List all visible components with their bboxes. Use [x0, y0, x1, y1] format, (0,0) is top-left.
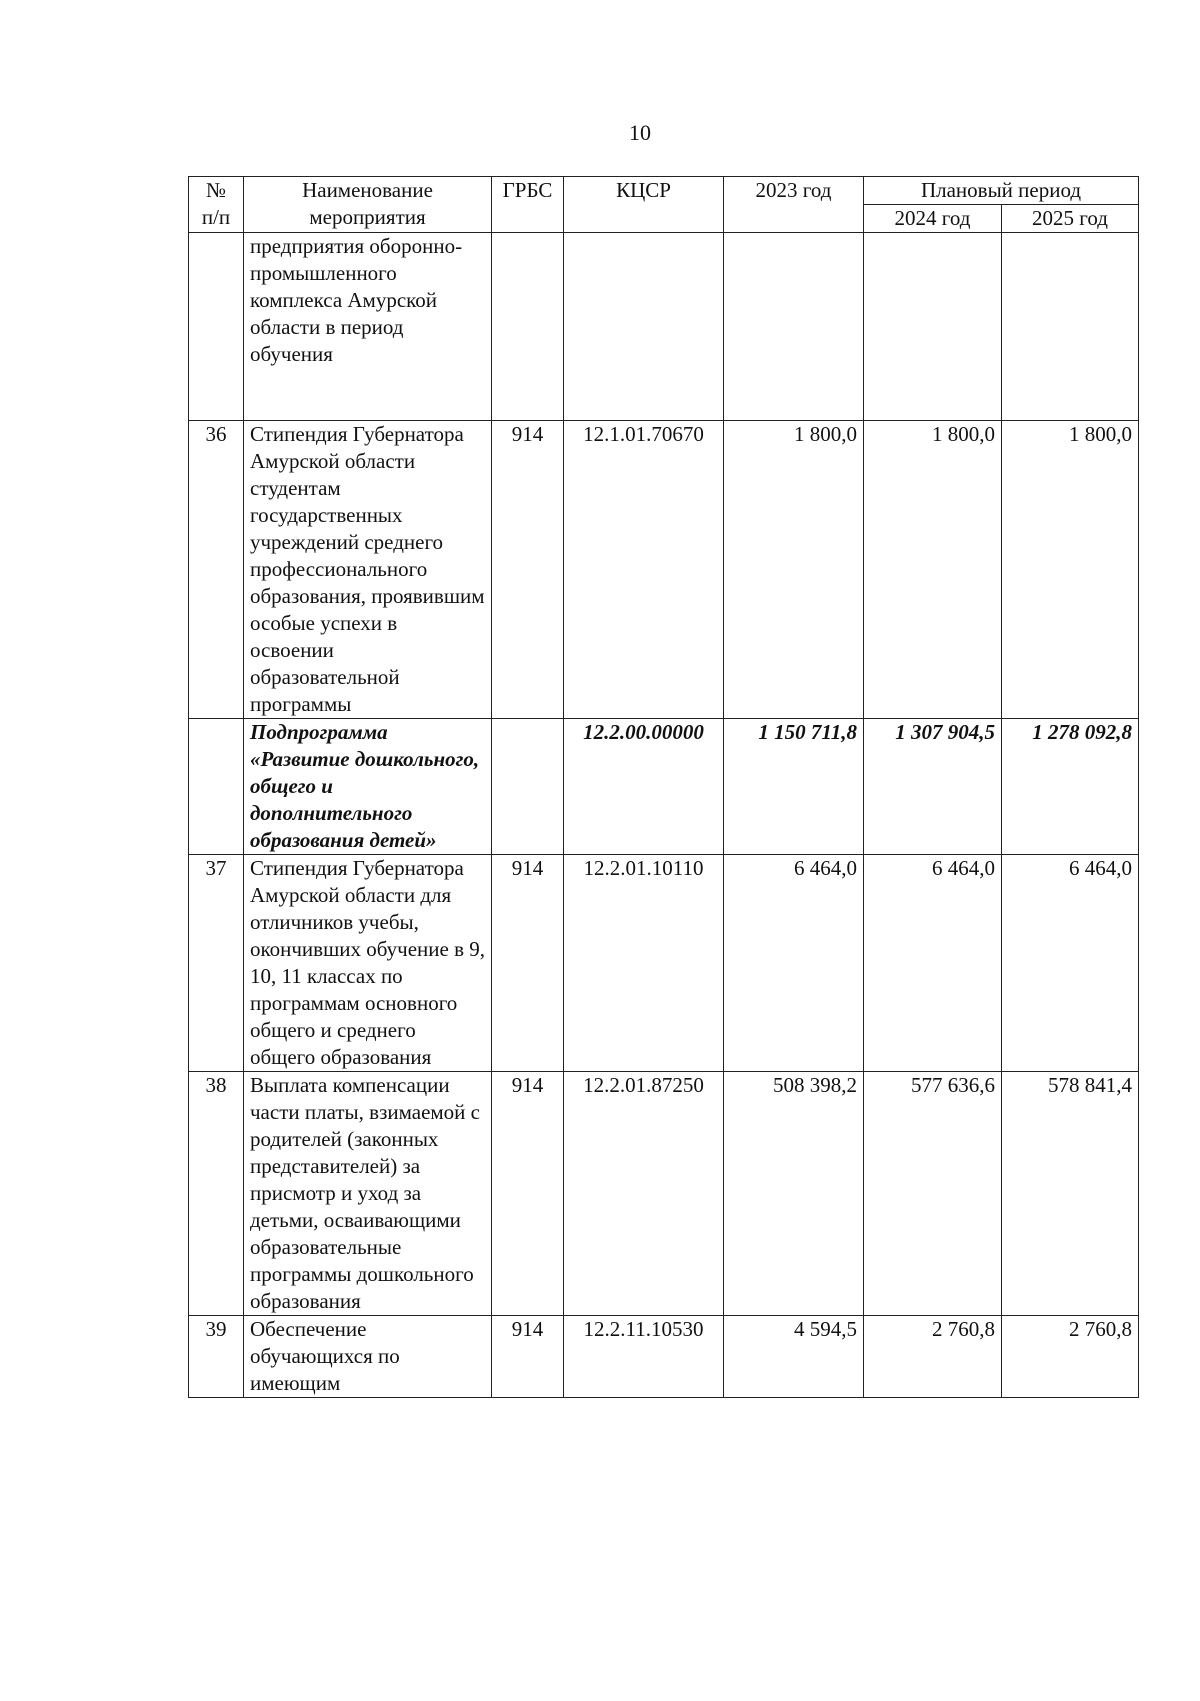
- budget-table: [188, 176, 1139, 1398]
- row-num: 39: [189, 1316, 244, 1398]
- header-kcsr: КЦСР: [564, 177, 724, 233]
- row-name: Обеспечение обучающихся по имеющим: [244, 1316, 492, 1398]
- row-kcsr: 12.2.01.10110: [564, 855, 724, 1072]
- row-name: Стипендия Губернатора Амурской области студентам государственных учреждений среднего профессионального образования, проявившим особые успехи в освоении образовательной программы: [244, 421, 492, 719]
- row-grbs: 914: [492, 1072, 564, 1316]
- header-2024: 2024 год: [864, 205, 1002, 233]
- row-2023: 508 398,2: [724, 1072, 864, 1316]
- header-num: № п/п: [189, 177, 244, 233]
- table-row: [189, 855, 1139, 1072]
- header-name: Наименование мероприятия: [244, 177, 492, 233]
- row-2025: 578 841,4: [1002, 1072, 1139, 1316]
- row-2023: 1 150 711,8: [724, 719, 864, 855]
- row-grbs: 914: [492, 421, 564, 719]
- row-name: предприятия оборонно-промышленного комплекса Амурской области в период обучения: [244, 233, 492, 421]
- page-number: 10: [629, 120, 651, 145]
- row-grbs: [492, 233, 564, 421]
- row-num: [189, 719, 244, 855]
- row-num: 37: [189, 855, 244, 1072]
- header-2023: 2023 год: [724, 177, 864, 233]
- row-2023: [724, 233, 864, 421]
- table-row: [189, 233, 1139, 421]
- row-2025: 1 800,0: [1002, 421, 1139, 719]
- row-name: Выплата компенсации части платы, взимаемой с родителей (законных представителей) за присмотр и уход за детьми, осваивающими образовательные программы дошкольного образования: [244, 1072, 492, 1316]
- subprogram-row: [189, 719, 1139, 855]
- row-2025: [1002, 233, 1139, 421]
- header-2025: 2025 год: [1002, 205, 1139, 233]
- table-row: [189, 1316, 1139, 1398]
- row-grbs: 914: [492, 855, 564, 1072]
- row-2024: 6 464,0: [864, 855, 1002, 1072]
- row-2023: 6 464,0: [724, 855, 864, 1072]
- row-num: [189, 233, 244, 421]
- row-2024: [864, 233, 1002, 421]
- row-2024: 1 800,0: [864, 421, 1002, 719]
- row-name: Подпрограмма «Развитие дошкольного, общего и дополнительного образования детей»: [244, 719, 492, 855]
- row-2025: 1 278 092,8: [1002, 719, 1139, 855]
- row-grbs: 914: [492, 1316, 564, 1398]
- row-kcsr: 12.1.01.70670: [564, 421, 724, 719]
- row-kcsr: 12.2.11.10530: [564, 1316, 724, 1398]
- row-2023: 4 594,5: [724, 1316, 864, 1398]
- row-2024: 2 760,8: [864, 1316, 1002, 1398]
- row-num: 36: [189, 421, 244, 719]
- row-name: Стипендия Губернатора Амурской области для отличников учебы, окончивших обучение в 9, 10, 11 классах по программам основного общего и среднего общего образования: [244, 855, 492, 1072]
- row-2024: 577 636,6: [864, 1072, 1002, 1316]
- row-2024: 1 307 904,5: [864, 719, 1002, 855]
- table-row: [189, 421, 1139, 719]
- header-grbs: ГРБС: [492, 177, 564, 233]
- row-2023: 1 800,0: [724, 421, 864, 719]
- row-kcsr: 12.2.00.00000: [564, 719, 724, 855]
- table-header-row: [189, 177, 1139, 205]
- table-row: [189, 1072, 1139, 1316]
- row-grbs: [492, 719, 564, 855]
- header-planned-period: Плановый период: [864, 177, 1139, 205]
- row-num: 38: [189, 1072, 244, 1316]
- row-kcsr: [564, 233, 724, 421]
- row-2025: 2 760,8: [1002, 1316, 1139, 1398]
- row-2025: 6 464,0: [1002, 855, 1139, 1072]
- row-kcsr: 12.2.01.87250: [564, 1072, 724, 1316]
